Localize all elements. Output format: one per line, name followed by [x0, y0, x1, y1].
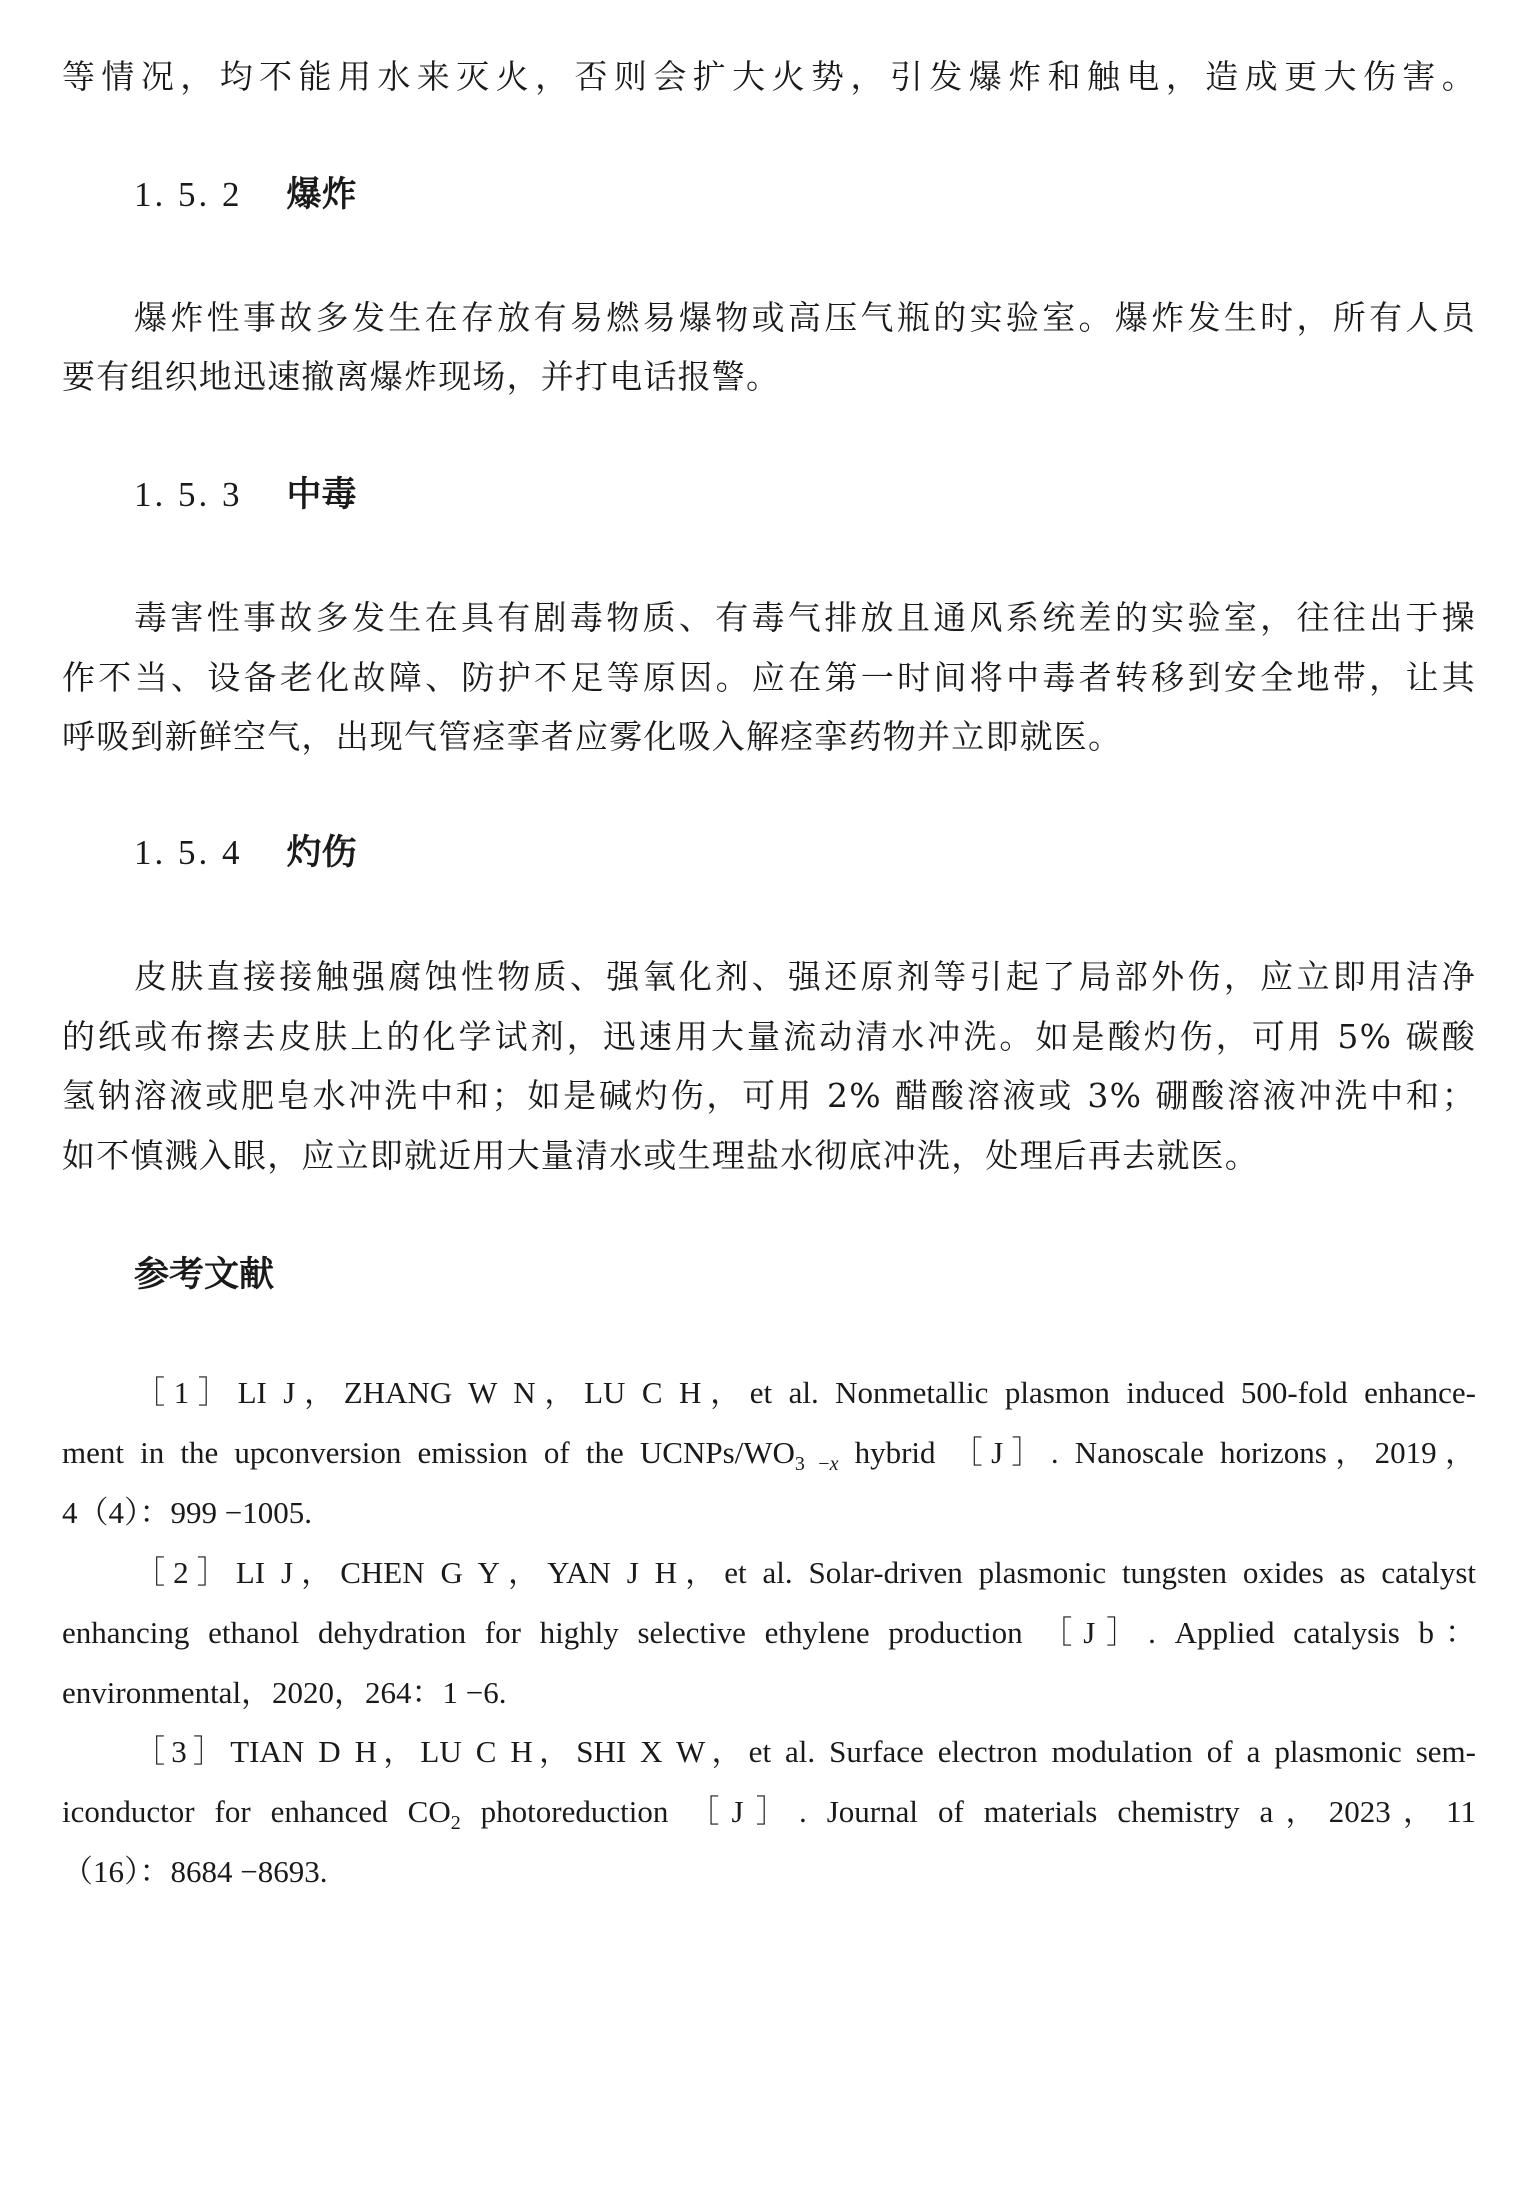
references-heading [134, 1252, 274, 1298]
subscript-variable: x [829, 1453, 839, 1475]
reference-item-1-line-2 [62, 1432, 1476, 1474]
paragraph-line: 氢钠溶液或肥皂水冲洗中和；如是碱灼伤，可用 2% 醋酸溶液或 3% 硼酸溶液冲洗中和； [62, 1076, 1476, 1115]
reference-item-3-line-2 [62, 1791, 1476, 1833]
section-title: 爆炸 [286, 175, 357, 215]
paragraph-line: 毒害性事故多发生在具有剧毒物质、有毒气排放且通风系统差的实验室，往往出于操 [134, 598, 1476, 637]
paragraph-line: 等情况，均不能用水来灭火，否则会扩大火势，引发爆炸和触电，造成更大伤害。 [62, 57, 1476, 96]
paragraph-line: 爆炸性事故多发生在存放有易燃易爆物或高压气瓶的实验室。爆炸发生时，所有人员 [134, 298, 1476, 337]
section-heading-burns [134, 830, 357, 876]
reference-text: ment in the upconversion emission of the UCNPs/WO [62, 1435, 795, 1470]
subscript [795, 1453, 839, 1475]
reference-item-3-line-1: ［3］TIAN D H，LU C H，SHI X W，et al. Surface electron modulation of a plasmonic sem- [134, 1734, 1476, 1769]
reference-item-2-line-2: enhancing ethanol dehydration for highly selective ethylene production ［J］. Applied catalysis b： [62, 1615, 1476, 1650]
subscript: 2 [450, 1812, 461, 1834]
paragraph-line: 的纸或布擦去皮肤上的化学试剂，迅速用大量流动清水冲洗。如是酸灼伤，可用 5% 碳酸 [62, 1017, 1476, 1056]
reference-text: photoreduction ［J］. Journal of materials chemistry a，2023，11 [460, 1794, 1476, 1829]
section-title: 灼伤 [286, 833, 357, 873]
section-heading-explosion [134, 172, 357, 218]
section-number: 1. 5. 2 [134, 175, 243, 214]
reference-item-1-line-1: ［1］LI J，ZHANG W N，LU C H，et al. Nonmetallic plasmon induced 500-fold enhance- [134, 1375, 1476, 1410]
references-title: 参考文献 [134, 1255, 275, 1295]
reference-text: iconductor for enhanced CO [62, 1794, 451, 1829]
reference-item-3-line-3: （16）：8684 −8693. [62, 1854, 328, 1889]
paragraph-line: 作不当、设备老化故障、防护不足等原因。应在第一时间将中毒者转移到安全地带，让其 [62, 658, 1476, 697]
reference-item-1-line-3: 4（4）：999 −1005. [62, 1495, 312, 1530]
section-heading-poisoning [134, 472, 357, 518]
paragraph-line: 要有组织地迅速撤离爆炸现场，并打电话报警。 [62, 357, 781, 396]
reference-item-2-line-1: ［2］LI J，CHEN G Y，YAN J H，et al. Solar-driven plasmonic tungsten oxides as catalyst [134, 1555, 1476, 1590]
paragraph-line: 如不慎溅入眼，应立即就近用大量清水或生理盐水彻底冲洗，处理后再去就医。 [62, 1136, 1259, 1175]
section-number: 1. 5. 3 [134, 475, 243, 514]
section-title: 中毒 [286, 475, 357, 515]
subscript-number: 3 − [794, 1453, 830, 1475]
paragraph-line: 呼吸到新鲜空气，出现气管痉挛者应雾化吸入解痉挛药物并立即就医。 [62, 717, 1123, 756]
section-number: 1. 5. 4 [134, 833, 243, 872]
reference-item-2-line-3: environmental，2020，264：1 −6. [62, 1675, 507, 1710]
reference-text: hybrid ［J］. Nanoscale horizons，2019， [838, 1435, 1476, 1470]
paragraph-line: 皮肤直接接触强腐蚀性物质、强氧化剂、强还原剂等引起了局部外伤，应立即用洁净 [134, 957, 1476, 996]
